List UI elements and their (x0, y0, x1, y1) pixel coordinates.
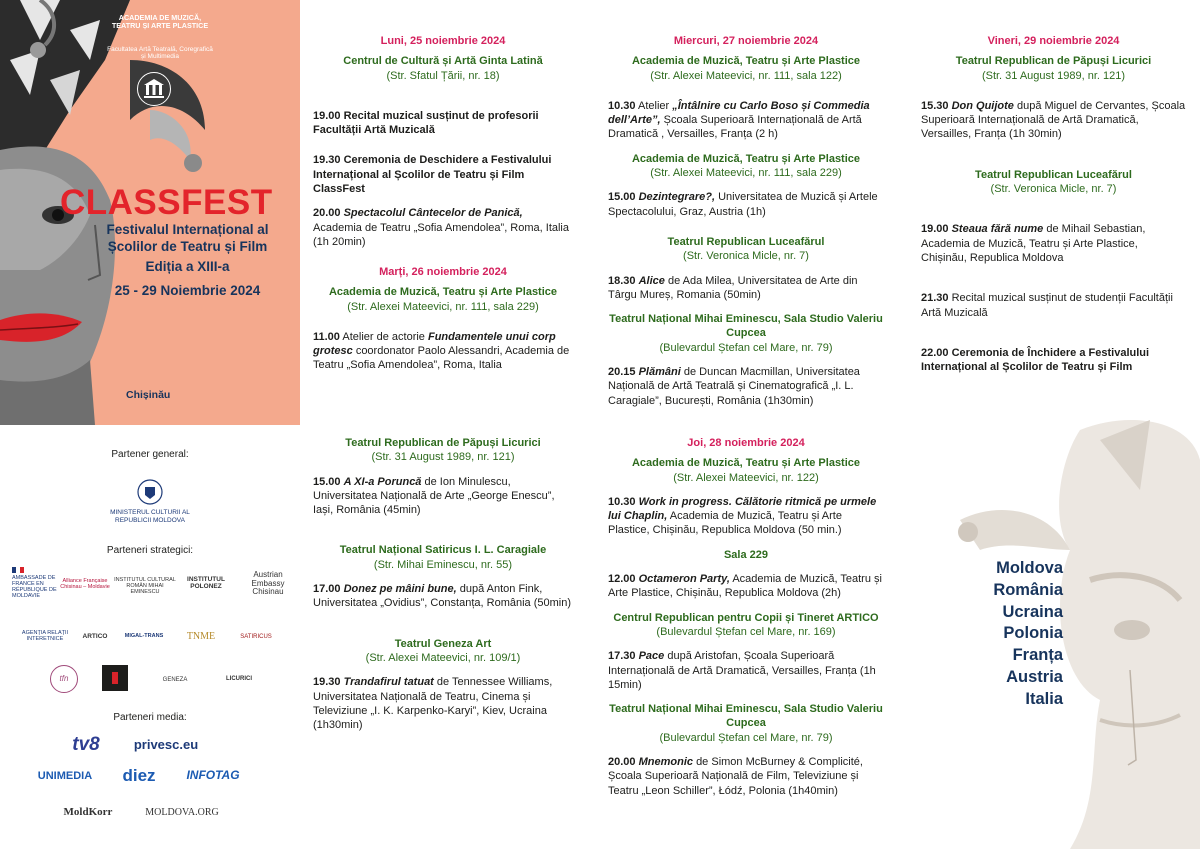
red-figure-icon (112, 672, 118, 684)
day-heading: Luni, 25 noiembrie 2024 (380, 35, 506, 47)
event-item (608, 572, 884, 601)
event-title: Alice (638, 274, 665, 287)
event-time: 10.30 (608, 99, 636, 112)
schedule-monday (313, 34, 573, 249)
country-name: Moldova (996, 559, 1063, 577)
event-text: Ceremonia de Deschidere a Festivalului Internațional al Școlilor de Teatru și Film ClassFest (313, 154, 552, 196)
tnme-logo: TNME (186, 630, 216, 642)
festival-dates: 25 - 29 Noiembrie 2024 (114, 283, 261, 298)
event-time: 12.00 (608, 573, 636, 586)
day-heading: Vineri, 29 noiembrie 2024 (987, 35, 1120, 47)
venue-address: (Bulevardul Ștefan cel Mare, nr. 79) (659, 731, 833, 744)
event-title: Donez pe mâini bune, (343, 583, 457, 596)
venue-address: (Str. Mihai Eminescu, nr. 55) (373, 558, 513, 571)
event-item (921, 346, 1186, 375)
event-title: Spectacolul Cântecelor de Panică, (343, 207, 523, 220)
venue-address: (Str. Veronica Micle, nr. 7) (683, 250, 809, 263)
event-item (313, 675, 573, 732)
event-item (313, 206, 573, 249)
event-title: Don Quijote (951, 99, 1014, 112)
venue-address: (Str. Alexei Mateevici, nr. 111, sala 122) (650, 69, 842, 82)
venue-name: Academia de Muzică, Teatru și Arte Plastice (631, 457, 861, 470)
venue-address: (Str. Alexei Mateevici, nr. 111, sala 229) (347, 300, 539, 313)
venue-address: (Str. Alexei Mateevici, nr. 111, sala 229) (650, 167, 842, 180)
event-time: 17.30 (608, 650, 636, 663)
schedule-tuesday-afternoon (313, 436, 573, 732)
event-title: A XI-a Poruncă (343, 475, 422, 488)
event-time: 15.30 (921, 99, 949, 112)
artico-logo: ARTICO (82, 633, 108, 641)
tv8-logo: tv8 (72, 733, 100, 755)
ministry-logo (100, 471, 200, 531)
venue-address: (Str. Alexei Mateevici, nr. 122) (673, 471, 819, 484)
media-partners-heading: Parteneri media: (113, 712, 187, 723)
day-heading: Marți, 26 noiembrie 2024 (379, 266, 507, 278)
alliance-francaise-logo: Alliance Française Chisinau – Moldavie (60, 577, 110, 590)
migal-trans-logo: MIGAL-TRANS (124, 632, 164, 639)
licurici-logo: LICURICI (226, 675, 252, 682)
event-time: 15.00 (608, 191, 636, 204)
event-item (608, 99, 884, 142)
venue-name: Teatrul Republican de Păpuși Licurici (955, 55, 1152, 68)
event-pre: Atelier (637, 99, 670, 112)
venue-name: Centrul de Cultură și Artă Ginta Latină (343, 55, 543, 68)
event-time: 19.30 (313, 676, 341, 689)
event-time: 10.30 (608, 495, 636, 508)
event-time: 22.00 (921, 346, 949, 359)
academy-faculty: Facultatea Artă Teatrală, Coregrafică și Multimedia (107, 46, 213, 61)
festival-title: CLASSFEST (60, 183, 273, 222)
venue-name: Teatrul Republican Luceafărul (975, 168, 1132, 181)
festival-city: Chișinău (126, 389, 171, 401)
event-pre: Atelier de actorie (342, 330, 425, 343)
event-title: Work in progress. Călătorie ritmică pe urmele lui Chaplin, (608, 495, 877, 523)
partners-section (0, 425, 300, 849)
event-time: 17.00 (313, 583, 341, 596)
event-title: Fundamentele unui corp grotesc (313, 330, 556, 358)
austrian-embassy-logo: Austrian Embassy Chisinau (251, 569, 285, 597)
diez-logo: diez (122, 765, 156, 785)
theatre-logo-black (102, 665, 128, 691)
country-name: Italia (1025, 689, 1063, 708)
event-item (313, 330, 573, 373)
infotag-logo: INFOTAG (186, 768, 240, 783)
event-text: de Tennessee Williams, Universitatea Națională de Teatru, Cinema și Televiziune „I. K. Karpenko-Karyi”, Kiev, Ucraina (1h30min) (313, 676, 553, 732)
event-text: Universitatea de Muzică și Artele Spectacolului, Graz, Austria (1h) (608, 191, 878, 218)
event-text: de Ion Minulescu, Universitatea Națională de Arte „George Enescu”, Iași, România (45min) (313, 475, 555, 517)
venue-name: Teatrul Republican de Păpuși Licurici (345, 437, 541, 449)
venue-address: (Str. Veronica Micle, nr. 7) (990, 183, 1117, 196)
festival-poster (0, 0, 300, 425)
country-name: România (993, 580, 1063, 599)
country-name: Austria (1006, 667, 1063, 686)
event-item (921, 291, 1186, 320)
event-text: de Mihail Sebastian, Academia de Muzică, Teatru și Arte Plastice, Chișinău, Republica Moldova (921, 223, 1146, 264)
event-time: 18.30 (608, 274, 636, 287)
event-item (313, 109, 573, 138)
event-text: Academia de Muzică, Teatru și Arte Plastice, Chișinău, Republica Moldova (2h) (608, 573, 882, 600)
event-text: coordonator Paolo Alessandri, Academia de Teatru „Sofia Amendolea”, Roma, Italia (313, 345, 570, 372)
event-text: după Aristofan, Școala Superioară Internațională de Artă Dramatică, Versailles, Franța (1h 15min) (608, 650, 876, 691)
venue-name: Academia de Muzică, Teatru și Arte Plastice (631, 152, 861, 165)
venue-name: Teatrul Național Mihai Eminescu, Sala Studio Valeriu Cupcea (609, 313, 883, 340)
venue-address: (Str. 31 August 1989, nr. 121) (981, 69, 1126, 82)
venue-name: Teatrul Național Mihai Eminescu, Sala Studio Valeriu Cupcea (609, 703, 883, 730)
general-partner-heading: Partener general: (111, 449, 189, 460)
event-text: Recital muzical susținut de profesorii Facultății Artă Muzicală (313, 109, 539, 137)
event-item (313, 153, 573, 196)
ambassade-france-text: AMBASSADE DE FRANCE EN RÉPUBLIQUE DE MOLDAVIE (12, 574, 57, 600)
icr-logo: INSTITUTUL CULTURAL ROMÂN MIHAI EMINESCU (114, 576, 176, 596)
day-heading: Joi, 28 noiembrie 2024 (687, 437, 805, 449)
country-name: Polonia (1003, 624, 1063, 643)
event-item (313, 475, 573, 518)
academy-seal-icon (137, 72, 171, 106)
event-time: 19.30 (313, 154, 341, 167)
event-title: Pace (638, 650, 665, 663)
event-item (921, 99, 1186, 142)
venue-address: (Bulevardul Ștefan cel Mare, nr. 79) (659, 341, 833, 354)
participating-countries (928, 558, 1063, 710)
tfn-logo: tfn (50, 665, 78, 693)
event-title: Steaua fără nume (951, 223, 1044, 236)
event-text: Academia de Teatru „Sofia Amendolea”, Roma, Italia (1h 20min) (313, 221, 569, 248)
event-item (608, 190, 884, 219)
ministry-logo-text: MINISTERUL CULTURII AL REPUBLICII MOLDOVA (110, 509, 190, 524)
event-text: după Anton Fink, Universitatea „Ovidius”, Constanța, România (50min) (313, 583, 571, 610)
ministry-crest-icon (136, 478, 164, 506)
event-text: Recital muzical susținut de studenții Facultății Artă Muzicală (921, 292, 1173, 319)
event-time: 20.00 (313, 207, 341, 220)
country-name: Franța (1012, 646, 1063, 665)
event-title: Trandafirul tatuat (343, 676, 434, 689)
event-time: 20.15 (608, 366, 636, 379)
festival-edition: Ediția a XIII-a (145, 259, 230, 274)
unimedia-logo: UNIMEDIA (37, 769, 93, 782)
event-time: 21.30 (921, 292, 949, 305)
schedule-tuesday-morning (313, 265, 573, 373)
schedule-wednesday (608, 34, 884, 408)
event-time: 11.00 (313, 330, 340, 343)
satiricus-logo: SATIRICUS (240, 633, 272, 640)
venue-name: Teatrul Național Satiricus I. L. Caragiale (339, 544, 547, 557)
moldkorr-logo: MoldKorr (63, 805, 113, 818)
event-title: „Întâlnire cu Carlo Boso și Commedia dell’Arte”, (608, 99, 870, 127)
venue-name: Teatrul Republican Luceafărul (667, 235, 825, 248)
event-item (608, 495, 884, 538)
country-name: Ucraina (1002, 602, 1063, 621)
event-item (608, 274, 884, 303)
moldova-org-logo: MOLDOVA.ORG (145, 806, 219, 818)
schedule-thursday (608, 436, 884, 798)
day-heading: Miercuri, 27 noiembrie 2024 (673, 35, 819, 47)
polish-institute-logo: INSTITUTUL POLONEZ (187, 575, 225, 590)
venue-name: Academia de Muzică, Teatru și Arte Plastice (328, 286, 558, 299)
event-title: Mnemonic (638, 756, 693, 769)
venue-name: Academia de Muzică, Teatru și Arte Plastice (631, 55, 861, 68)
event-item (608, 755, 884, 798)
event-time: 19.00 (921, 223, 949, 236)
schedule-friday (921, 34, 1186, 374)
event-item (608, 365, 884, 408)
event-item (608, 649, 884, 692)
strategic-partners-heading: Parteneri strategici: (106, 545, 194, 556)
event-text: de Simon McBurney & Complicité, Școala Superioară Națională de Film, Televiziune și Teatru „Leon Schiller”, Łódź, Polonia (1h40min) (608, 756, 863, 797)
agentia-relatii-logo: AGENȚIA RELAȚII INTERETNICE (21, 629, 69, 642)
event-time: 19.00 (313, 109, 341, 122)
event-text: de Duncan Macmillan, Universitatea Națională de Artă Teatrală și Cinematografică „I. L. Caragiale”, București, România (1h30min) (608, 366, 860, 407)
event-text: Academia de Muzică, Teatru și Arte Plastice, Chișinău, Republica Moldova (50 min.) (608, 510, 842, 537)
venue-address: (Bulevardul Ștefan cel Mare, nr. 169) (656, 625, 836, 638)
festival-subtitle: Festivalul Internațional al Școlilor de Teatru și Film (106, 222, 269, 254)
event-text: Ceremonia de Închidere a Festivalului Internațional al Școlilor de Teatru și Film (921, 346, 1150, 374)
venue-name: Centrul Republican pentru Copii și Tineret ARTICO (613, 611, 879, 624)
academy-name: ACADEMIA DE MUZICĂ, TEATRU ȘI ARTE PLASTICE (111, 13, 209, 31)
event-text: de Ada Milea, Universitatea de Arte din Târgu Mureș, Romania (50min) (608, 274, 858, 301)
room-name: Sala 229 (723, 548, 769, 561)
venue-name: Teatrul Geneza Art (394, 637, 492, 650)
privesc-logo: privesc.eu (133, 736, 199, 752)
venue-address: (Str. Sfatul Țării, nr. 18) (386, 69, 500, 82)
event-time: 20.00 (608, 756, 636, 769)
event-title: Octameron Party, (638, 573, 730, 586)
event-text: Școala Superioară Internațională de Artă Dramatică , Versailles, Franța (2 h) (608, 114, 862, 141)
venue-address: (Str. Alexei Mateevici, nr. 109/1) (365, 651, 521, 664)
event-text: după Miguel de Cervantes, Școala Superioară Internațională de Artă Dramatică, Versailles, Franța (1h 30min) (921, 99, 1186, 141)
geneza-logo: GENEZA (162, 676, 188, 683)
event-title: Dezintegrare?, (638, 191, 716, 204)
venue-address: (Str. 31 August 1989, nr. 121) (371, 451, 515, 464)
french-flag-icon (12, 567, 24, 573)
event-item (313, 582, 573, 611)
event-time: 15.00 (313, 475, 341, 488)
event-title: Plămâni (638, 366, 681, 379)
event-item (921, 222, 1186, 265)
